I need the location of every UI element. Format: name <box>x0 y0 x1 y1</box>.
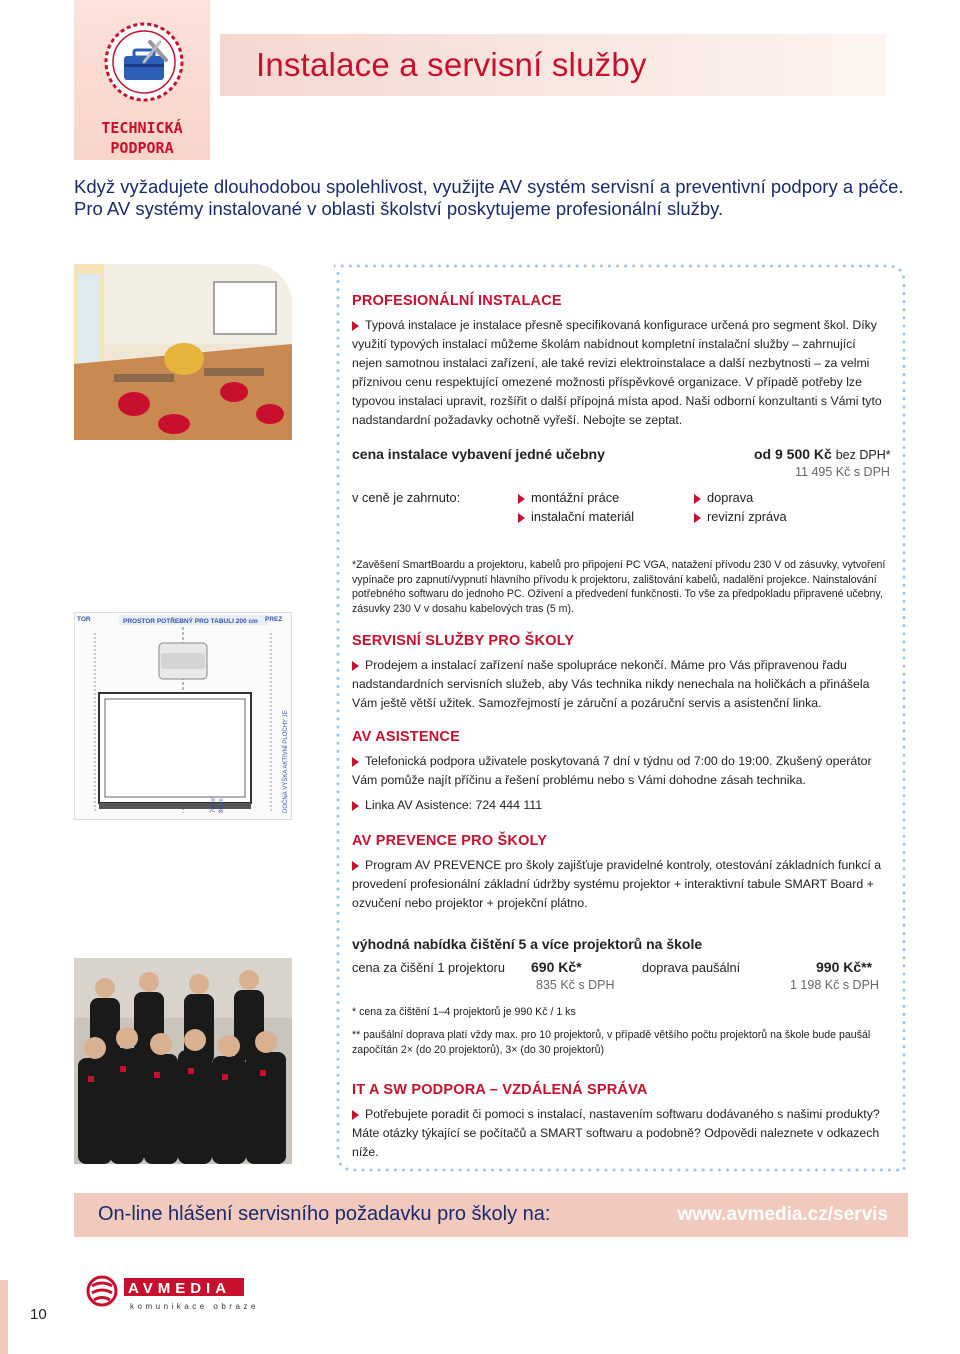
installation-paragraph: Typová instalace je instalace přesně specifikovaná konfigurace určená pro segment škol. Díky využití typových instalací můžeme školám nabídnout kompletní instalační služby – zahrnující nejen samotnou instalaci zařízení, ale také revizi elektroinstalace a další nezbytnosti – za velmi příznivou cenu respektující omezené možnosti příspěvkové organizace. V případě potřeby lze typovou instalaci upravit, rozšířit o další přípojná místa apod. Naši odborní konzultanti s Vámi tyto nadstandardní požadavky ochotně vyřeší. Nebojte se zeptat. <box>352 318 882 427</box>
avmedia-logo <box>86 1274 256 1314</box>
team-photo <box>74 958 292 1164</box>
intro-text <box>74 176 934 220</box>
diagram-top-label: PROSTOR POTŘEBNÝ PRO TABULI 200 cm <box>123 618 258 625</box>
arrow-bullet-icon <box>352 861 359 871</box>
included-item <box>518 509 634 524</box>
transport-vat: 1 198 Kč s DPH <box>790 978 879 992</box>
arrow-bullet-icon <box>352 661 359 671</box>
included-item <box>694 509 787 524</box>
clean-label: cena za čišění 1 projektoru <box>352 960 505 975</box>
included-item <box>694 490 753 505</box>
service-text <box>352 656 884 713</box>
arrow-bullet-icon <box>352 757 359 767</box>
intro-line: Když vyžadujete dlouhodobou spolehlivost, využijte AV systém servisní a preventivní podpory a péče. <box>74 176 904 197</box>
arrow-bullet-icon <box>352 1110 359 1120</box>
installation-footnote: *Zavěšení SmartBoardu a projektoru, kabelů pro připojení PC VGA, natažení přívodu 230 V od zásuvky, vytvoření vypínače pro zapnutí/vypnutí hlavního přívodu k projektoru, zalištování kabelů, nadalění projekce. Nainstalování potřebného softwaru do jednoho PC. Oživení a předvedení funkčnosti. To vše za předpokladu připravené učebny, zásuvky 230 V v dosahu kabelových tras (5 m). <box>352 559 886 615</box>
installation-diagram <box>74 612 292 820</box>
diagram-side-label-2: 70 cm <box>211 796 217 813</box>
arrow-bullet-icon <box>352 321 359 331</box>
diagram-right-label: PREZ <box>265 616 283 623</box>
clean-footnote: * cena za čištění 1–4 projektorů je 990 Kč / 1 ks <box>352 1006 576 1018</box>
prevention-paragraph: Program AV PREVENCE pro školy zajišťuje pravidelné kontroly, otestování základních funkcí a provedení profesionální základní údržby systému projektor + interaktivní tabule SMART Board + ozvučení nebo projektor + projekční plátno. <box>352 858 882 910</box>
classroom-photo <box>74 264 292 440</box>
included-item-label: montážní práce <box>531 490 620 505</box>
included-item-label: doprava <box>707 490 754 505</box>
service-paragraph: Prodejem a instalací zařízení naše spolupráce nekončí. Máme pro Vás připravenou řadu nadstandardních servisních služeb, aby Vás technika nikdy nenechala na holičkách a přinášela Vám ještě větší užitek. Samozřejmostí je záruční a pozáruční servis a asistenční linka. <box>352 658 870 710</box>
arrow-bullet-icon <box>518 494 525 504</box>
diagram-side-label-3: 80cm <box>219 798 225 813</box>
arrow-bullet-icon <box>694 513 701 523</box>
clean-vat: 835 Kč s DPH <box>536 978 615 992</box>
transport-label: doprava paušální <box>642 960 741 975</box>
offer-heading: výhodná nabídka čištění 5 a více projektorů na škole <box>352 936 703 952</box>
price-prefix: od <box>754 446 772 462</box>
assist-paragraph: Telefonická podpora uživatele poskytovaná 7 dní v týdnu od 7:00 do 19:00. Zkušený operátor Vám pomůže najít příčinu a řešení problému nebo s Vámi dohodne zásah technika. <box>352 754 872 787</box>
clean-price: 690 Kč* <box>531 959 582 975</box>
brand-tagline: komunikace obrazem <box>130 1302 256 1311</box>
transport-price: 990 Kč** <box>816 959 873 975</box>
included-item <box>518 490 619 505</box>
it-support-heading: IT A SW PODPORA – VZDÁLENÁ SPRÁVA <box>352 1082 648 1098</box>
assist-phone: Linka AV Asistence: 724 444 111 <box>365 798 543 812</box>
included-item-label: revizní zpráva <box>707 509 787 524</box>
diagram-side-label: DOČNÁ VÝŠKA AKTIVNÍ PLOCHY JE <box>283 710 289 813</box>
installation-text <box>352 316 884 430</box>
badge-line: TECHNICKÁ <box>101 119 183 137</box>
included-item-label: instalační materiál <box>531 509 635 524</box>
transport-footnote: ** paušální doprava platí vždy max. pro 10 projektorů, v případě většího počtu projektorů na škole bude paušál započítán 2× (do 20 projektorů), 3× (do 30 projektorů) <box>352 1029 871 1056</box>
included-label: v ceně je zahrnuto: <box>352 490 461 505</box>
badge-line: PODPORA <box>110 139 174 157</box>
it-support-paragraph: Potřebujete poradit či pomoci s instalací, nastavením softwaru dodávaného s našimi produkty? Máte otázky týkající se počítačů a SMART softwaru a podobně? Odpovědi naleznete v odkazech níže. <box>352 1107 880 1159</box>
prevention-text <box>352 856 884 913</box>
price-value: 9 500 Kč <box>775 446 832 462</box>
toolbox-icon <box>104 22 184 102</box>
prevention-heading: AV PREVENCE PRO ŠKOLY <box>352 833 548 849</box>
footer-text: On-line hlášení servisního požadavku pro školy na: <box>98 1203 551 1225</box>
price-vat: 11 495 Kč s DPH <box>795 465 890 479</box>
service-link[interactable]: www.avmedia.cz/servis <box>677 1204 888 1225</box>
brand-name: AVMEDIA <box>128 1280 232 1297</box>
page-number: 10 <box>30 1306 47 1323</box>
arrow-bullet-icon <box>352 801 359 811</box>
technical-support-badge <box>80 118 204 158</box>
it-support-text <box>352 1105 884 1162</box>
assist-text <box>352 752 884 790</box>
diagram-left-label: TOR <box>77 616 91 623</box>
intro-line: Pro AV systémy instalované v oblasti školství poskytujeme profesionální služby. <box>74 198 724 219</box>
arrow-bullet-icon <box>694 494 701 504</box>
arrow-bullet-icon <box>518 513 525 523</box>
page-title: Instalace a servisní služby <box>256 46 647 83</box>
assist-line <box>352 796 884 815</box>
price-suffix: bez DPH* <box>835 448 891 462</box>
service-heading: SERVISNÍ SLUŽBY PRO ŠKOLY <box>352 633 575 649</box>
installation-heading: PROFESIONÁLNÍ INSTALACE <box>352 293 562 309</box>
assist-heading: AV ASISTENCE <box>352 729 460 745</box>
price-box <box>754 446 891 462</box>
price-label: cena instalace vybavení jedné učebny <box>352 446 605 462</box>
